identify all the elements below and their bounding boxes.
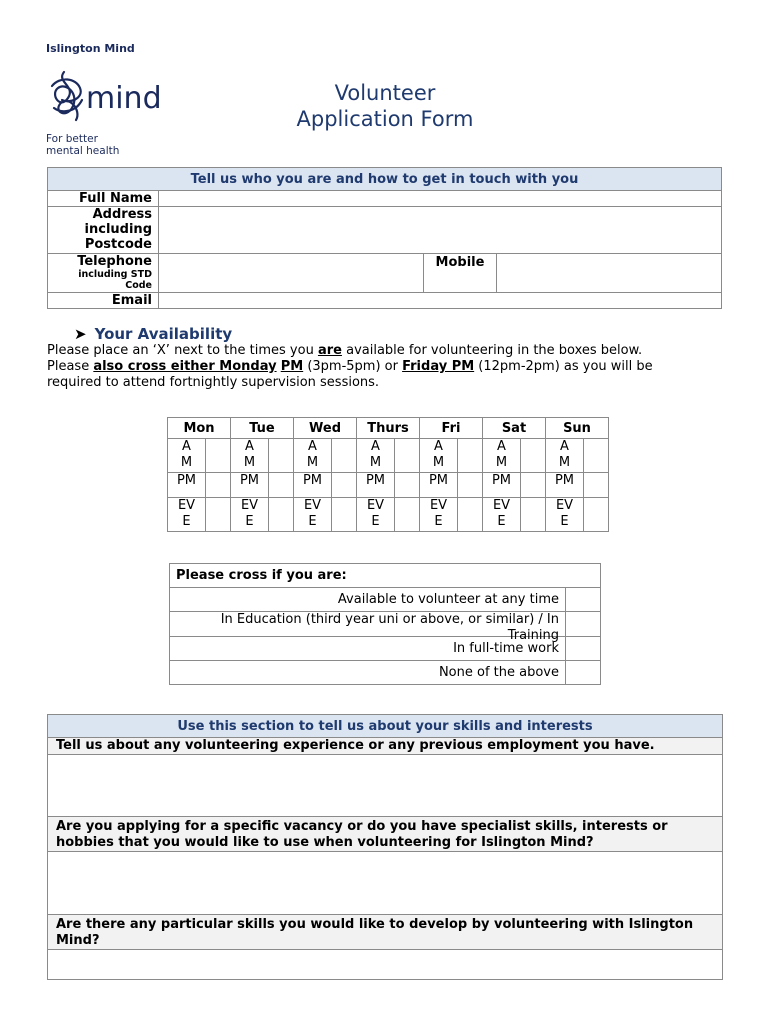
- contact-section-header: Tell us who you are and how to get in touch with you: [48, 168, 722, 191]
- eve-row: [168, 498, 609, 532]
- line2-emphasis-pm: PM: [280, 359, 304, 374]
- tue-am-box[interactable]: [269, 439, 294, 473]
- title-line-1: Volunteer: [334, 81, 436, 105]
- pm-row: [168, 473, 609, 498]
- day-header-fri: Fri: [420, 418, 483, 439]
- thurs-am-box[interactable]: [395, 439, 420, 473]
- status-option-label: In full-time work: [170, 637, 566, 661]
- line1-part-c: available for volunteering in the boxes below.: [341, 343, 643, 358]
- thurs-pm-box[interactable]: [395, 473, 420, 498]
- day-header-sun: Sun: [546, 418, 609, 439]
- status-header: Please cross if you are:: [170, 564, 601, 588]
- pm-label: PM: [546, 473, 584, 498]
- availability-line-2: [47, 359, 737, 375]
- status-option-label: None of the above: [170, 661, 566, 685]
- address-label-line-2: including: [84, 222, 152, 237]
- tue-pm-box[interactable]: [269, 473, 294, 498]
- full-name-label: Full Name: [48, 191, 159, 207]
- pm-label: PM: [294, 473, 332, 498]
- line2-emphasis-monday: also cross either Monday: [93, 359, 277, 374]
- line2-part-a: Please: [47, 359, 94, 374]
- address-label-line-3: Postcode: [84, 237, 152, 252]
- question-vacancy-skills: Are you applying for a specific vacancy or do you have specialist skills, interests or hobbies that you would like to use when volunteering for Islington Mind?: [48, 817, 723, 852]
- status-any-time-checkbox[interactable]: [566, 588, 601, 612]
- mon-pm-box[interactable]: [206, 473, 231, 498]
- answer-experience-field[interactable]: [48, 755, 723, 817]
- wed-pm-box[interactable]: [332, 473, 357, 498]
- fri-pm-box[interactable]: [458, 473, 483, 498]
- am-label: A M: [231, 439, 269, 473]
- logo-tagline: [46, 133, 119, 157]
- am-label: A M: [546, 439, 584, 473]
- status-full-time-checkbox[interactable]: [566, 637, 601, 661]
- mind-wordmark: mind: [86, 81, 162, 116]
- eve-label: EV E: [546, 498, 584, 532]
- sat-pm-box[interactable]: [521, 473, 546, 498]
- line1-part-a: Please place an ‘X’ next to the times you: [47, 343, 318, 358]
- tagline-line-2: mental health: [46, 145, 120, 157]
- telephone-label: [48, 254, 159, 293]
- mon-am-box[interactable]: [206, 439, 231, 473]
- eve-label: EV E: [231, 498, 269, 532]
- am-label: A M: [294, 439, 332, 473]
- am-label: A M: [357, 439, 395, 473]
- day-header-wed: Wed: [294, 418, 357, 439]
- mobile-label: Mobile: [424, 254, 497, 293]
- availability-line-1: [47, 343, 737, 359]
- email-label: Email: [48, 293, 159, 309]
- status-option-label: Available to volunteer at any time: [170, 588, 566, 612]
- pm-label: PM: [231, 473, 269, 498]
- availability-grid: [167, 417, 609, 532]
- eve-label: EV E: [168, 498, 206, 532]
- telephone-label-text: Telephone: [77, 254, 152, 269]
- line1-emphasis-are: are: [317, 343, 342, 358]
- sat-eve-box[interactable]: [521, 498, 546, 532]
- org-name: Islington Mind: [46, 42, 135, 55]
- eve-label: EV E: [483, 498, 521, 532]
- telephone-field[interactable]: [159, 254, 424, 293]
- line2-part-e: (3pm-5pm) or: [303, 359, 403, 374]
- day-header-sat: Sat: [483, 418, 546, 439]
- tue-eve-box[interactable]: [269, 498, 294, 532]
- eve-label: EV E: [357, 498, 395, 532]
- mon-eve-box[interactable]: [206, 498, 231, 532]
- availability-heading-text: Your Availability: [94, 325, 233, 343]
- eve-label: EV E: [420, 498, 458, 532]
- am-label: A M: [483, 439, 521, 473]
- arrowhead-bullet-icon: ➤: [74, 325, 87, 343]
- islington-mind-logo: [46, 42, 181, 157]
- wed-am-box[interactable]: [332, 439, 357, 473]
- pm-label: PM: [483, 473, 521, 498]
- status-option-label: In Education (third year uni or above, or similar) / In Training: [170, 612, 566, 637]
- availability-instructions: [47, 343, 737, 391]
- eve-label: EV E: [294, 498, 332, 532]
- sun-am-box[interactable]: [584, 439, 609, 473]
- availability-heading: [74, 325, 232, 343]
- page-title: [250, 80, 520, 132]
- line2-part-g: (12pm-2pm) as you will be: [474, 359, 653, 374]
- am-label: A M: [168, 439, 206, 473]
- address-label-line-1: Address: [92, 207, 152, 222]
- mind-logo-icon: [46, 64, 181, 134]
- availability-line-3: required to attend fortnightly supervision sessions.: [47, 375, 380, 390]
- sat-am-box[interactable]: [521, 439, 546, 473]
- skills-table: [47, 714, 723, 980]
- pm-label: PM: [357, 473, 395, 498]
- pm-label: PM: [168, 473, 206, 498]
- telephone-note-line-1: including STD: [78, 269, 152, 280]
- full-name-field[interactable]: [159, 191, 722, 207]
- am-row: [168, 439, 609, 473]
- days-row: [168, 418, 609, 439]
- fri-am-box[interactable]: [458, 439, 483, 473]
- pm-label: PM: [420, 473, 458, 498]
- wed-eve-box[interactable]: [332, 498, 357, 532]
- question-experience: Tell us about any volunteering experience or any previous employment you have.: [48, 738, 723, 755]
- day-header-mon: Mon: [168, 418, 231, 439]
- question-develop-skills: Are there any particular skills you would like to develop by volunteering with Islington Mind?: [48, 915, 723, 950]
- tagline-line-1: For better: [46, 133, 98, 145]
- mobile-field[interactable]: [497, 254, 722, 293]
- am-label: A M: [420, 439, 458, 473]
- sun-eve-box[interactable]: [584, 498, 609, 532]
- address-label: [48, 207, 159, 254]
- contact-details-table: [47, 167, 722, 309]
- status-education-checkbox[interactable]: [566, 612, 601, 637]
- line2-emphasis-friday-pm: Friday PM: [402, 359, 475, 374]
- title-line-2: Application Form: [296, 107, 474, 131]
- fri-eve-box[interactable]: [458, 498, 483, 532]
- answer-vacancy-skills-field[interactable]: [48, 852, 723, 915]
- telephone-note-line-2: Code: [125, 280, 152, 291]
- thurs-eve-box[interactable]: [395, 498, 420, 532]
- status-none-checkbox[interactable]: [566, 661, 601, 685]
- skills-section-header: Use this section to tell us about your skills and interests: [48, 715, 723, 738]
- day-header-tue: Tue: [231, 418, 294, 439]
- status-table: [169, 563, 601, 685]
- email-field[interactable]: [159, 293, 722, 309]
- answer-develop-skills-field[interactable]: [48, 950, 723, 980]
- address-field[interactable]: [159, 207, 722, 254]
- sun-pm-box[interactable]: [584, 473, 609, 498]
- day-header-thurs: Thurs: [357, 418, 420, 439]
